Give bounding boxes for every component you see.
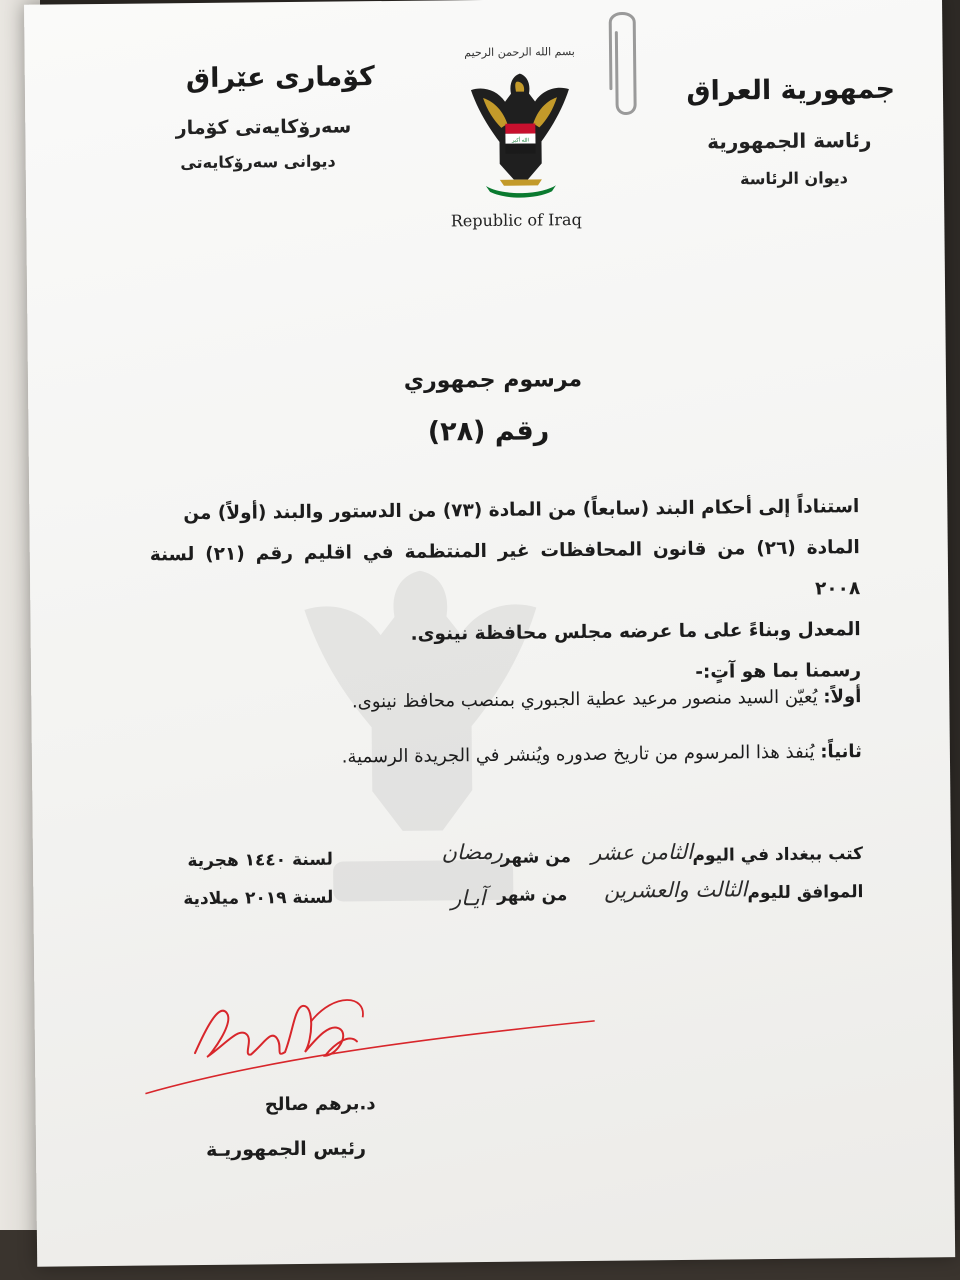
hijri-prefix: كتب ببغداد في اليوم: [692, 844, 864, 866]
body-line: المعدل وبناءً على ما عرضه مجلس محافظة نينوى.: [410, 619, 861, 645]
body-line: رسمنا بما هو آتٍ:-: [695, 660, 862, 683]
decree-number: رقم (٢٨): [427, 415, 550, 448]
emblem-inscription: الله أكبر: [512, 137, 529, 144]
signatory-title: رئيس الجمهوريـة: [205, 1137, 367, 1161]
decree-body: [149, 486, 861, 698]
gregorian-year: لسنة ٢٠١٩ ميلادية: [183, 887, 334, 910]
letterhead-kurdish-title: كۆمارى عێراق: [185, 61, 375, 95]
gregorian-prefix: الموافق لليوم: [747, 882, 864, 904]
decree-title: مرسوم جمهوري: [403, 366, 583, 394]
basmala: بسم الله الرحمن الرحيم: [464, 45, 575, 60]
letterhead-kurdish-subtitle: سەرۆكايەتى كۆمار: [175, 115, 352, 140]
hijri-month-handwritten: رمضان: [441, 839, 504, 865]
paperclip-icon: [604, 8, 643, 124]
decree-item-label: ثانياً:: [820, 741, 863, 763]
decree-item-text: يُعيّن السيد منصور مرعيد عطية الجبوري بمنصب محافظ نينوى.: [351, 686, 818, 713]
emblem-label: Republic of Iraq: [450, 209, 582, 231]
gregorian-month-handwritten: آيـار: [450, 886, 486, 911]
gregorian-date-line: [143, 877, 864, 920]
letterhead-arabic-title: جمهورية العراق: [686, 73, 896, 107]
body-line: استناداً إلى أحكام البند (سابعاً) من المادة (٧٣) من الدستور والبند (أولاً) من: [183, 496, 860, 525]
letterhead-arabic-office: ديوان الرئاسة: [739, 168, 848, 189]
signatory-name: د.برهم صالح: [264, 1093, 376, 1116]
hijri-year: لسنة ١٤٤٠ هجرية: [187, 849, 334, 872]
decree-paper: [24, 0, 955, 1267]
hijri-month-label: من شهر: [500, 847, 572, 868]
hijri-date-line: [143, 839, 864, 882]
gregorian-month-label: من شهر: [497, 885, 568, 906]
gregorian-day-handwritten: الثالث والعشرين: [603, 877, 748, 903]
hijri-day-handwritten: الثامن عشر: [591, 839, 694, 865]
decree-item-label: أولاً:: [823, 686, 862, 708]
letterhead-kurdish-office: ديوانى سەرۆكايەتى: [180, 151, 336, 173]
letterhead-arabic-subtitle: رئاسة الجمهورية: [706, 127, 872, 154]
decree-item-second: [152, 741, 862, 769]
handwritten-signature-icon: [134, 979, 605, 1104]
decree-item-text: يُنفذ هذا المرسوم من تاريخ صدوره ويُنشر في الجريدة الرسمية.: [341, 741, 815, 768]
iraq-eagle-emblem-icon: [465, 67, 576, 200]
body-line: المادة (٢٦) من قانون المحافظات غير المنتظمة في اقليم رقم (٢١) لسنة ٢٠٠٨: [149, 537, 861, 600]
